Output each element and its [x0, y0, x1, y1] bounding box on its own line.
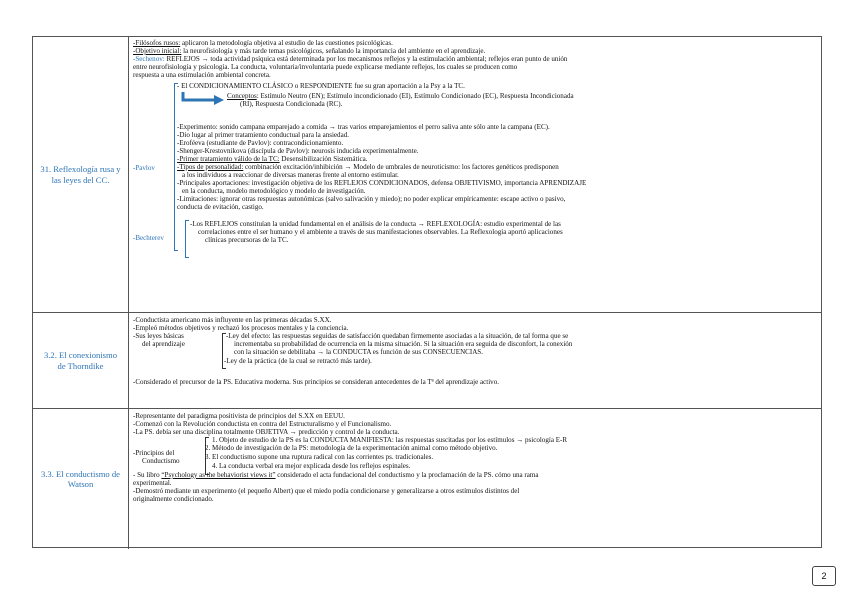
text-line: -Demostró mediante un experimento (el pequeño Albert) que el miedo podía condicionarse y generalizarse a otros estímulos distintos del: [133, 487, 520, 495]
text-line: 2. Método de investigación de la PS: metodología de la experimentación animal como método objetivo.: [205, 444, 498, 452]
text-line: -Conductista americano más influyente en las primeras décadas S.XX.: [133, 316, 332, 324]
text-line: originalmente condicionado.: [133, 495, 214, 503]
text-line: -Dio lugar al primer tratamiento conductual para la ansiedad.: [177, 131, 349, 139]
tipos-personalidad-line: -Tipos de personalidad: combinación excitación/inhibición → Modelo de umbrales de neuroticismo: los factores genéticos predisponen: [177, 163, 559, 171]
text-line: 3. El conductismo supone una ruptura radical con las corrientes ps. tradicionales.: [205, 453, 434, 461]
text-line: correlaciones entre el ser humano y el ambiente a través de sus manifestaciones observables. La Reflexología aportó aplicaciones: [198, 228, 563, 236]
text-line: con la situación se debilitaba → la CONDUCTA es función de sus CONSECUENCIAS.: [234, 348, 483, 356]
text-line: conducta de evitación, castigo.: [177, 203, 264, 211]
text-line: -Comenzó con la Revolución conductista en contra del Estructuralismo y el Funcionalismo.: [133, 420, 392, 428]
text-line: -Experimento: sonido campana emparejado a comida → tras varios emparejamientos el perro saliva ante sólo ante la campana (EC).: [177, 123, 550, 131]
row-title: 31. Reflexología rusa y las leyes del CC.: [33, 37, 129, 312]
text-line: -Principales aportaciones: investigación objetiva de los REFLEJOS CONDICIONADOS, defensa OBJETIVISMO, importancia APRENDIZAJE: [177, 179, 587, 187]
text-line: -La PS. debía ser una disciplina totalmente OBJETIVA → predicción y control de la conducta.: [133, 428, 400, 436]
notes-table: [32, 36, 822, 548]
text-line: (RI), Respuesta Condicionada (RC).: [240, 100, 343, 108]
conceptos-line: Conceptos: Estímulo Neutro (EN); Estímulo incondicionado (EI), Estímulo Condicionado (EC), Respuesta Incondicionada: [227, 92, 574, 100]
text-line: -Shenger-Krestovnikova (discípula de Pavlov): neurosis inducida experimentalmente.: [177, 147, 419, 155]
text-line: -Ley del efecto: las respuestas seguidas de satisfacción quedaban firmemente asociadas a la situación, de tal forma que se: [226, 332, 569, 340]
text-line: -Eroféeva (estudiante de Pavlov): contracondicionamiento.: [177, 139, 344, 147]
text-line: en la conducta, modelo metodológico y modelo de investigación.: [182, 187, 366, 195]
row-content: [130, 37, 821, 312]
text-line: -Representante del paradigma positivista de principios del S.XX en EEUU.: [133, 412, 345, 420]
page-number: 2: [812, 566, 836, 586]
principios-label: Conductismo: [142, 457, 180, 465]
objetivo-line: -Objetivo inicial: la neurofisiología y más tarde temas psicológicos, señalando la importancia del ambiente en el aprendizaje.: [133, 47, 486, 55]
arrow-icon: [180, 91, 226, 105]
text-line: 4. La conducta verbal era mejor explicada desde los reflejos espinales.: [212, 462, 411, 470]
primer-tratamiento-line: -Primer tratamiento válido de la TC: Desensibilización Sistemática.: [177, 155, 368, 163]
text-line: a los individuos a reaccionar de diversas maneras frente al entorno estimular.: [182, 171, 399, 179]
filosofos-line: -Filósofos rusos: aplicaron la metodología objetiva al estudio de las cuestiones psicológicas.: [133, 39, 393, 47]
text-line: -Los REFLEJOS constituían la unidad fundamental en el análisis de la conducta → REFLEXOLOGÍA: estudio experimental de las: [190, 220, 561, 228]
row-title: 3.3. El conductismo de Watson: [33, 409, 129, 549]
text-line: -Considerado el precursor de la PS. Educativa moderna. Sus principios se consideran antecedentes de la Tª del aprendizaje activo.: [133, 378, 499, 386]
text-line: incrementaba su probabilidad de ocurrencia en la misma situación. Si la situación era seguida de disconfort, la conexión: [234, 340, 573, 348]
table-row: [33, 37, 821, 313]
text-line: respuesta a una estimulación ambiental concreta.: [133, 71, 271, 79]
text-line: 1. Objeto de estudio de la PS es la CONDUCTA MANIFIESTA: las respuestas suscitadas por los estímulos → psicología E-R: [212, 436, 568, 444]
leyes-label: -Sus leyes básicas: [133, 332, 184, 340]
table-row: [33, 409, 821, 549]
text-line: entre neurofisiología y psicología. La conducta, voluntaria/involuntaria puede explicarse mediante reflejos, los cuales se producen como: [133, 63, 518, 71]
row-content: [130, 409, 821, 549]
leyes-label: del aprendizaje: [142, 340, 185, 348]
sechenov-line: -Sechenov: REFLEJOS → toda actividad psíquica está determinada por los mecanismos reflejos y la estimulación ambiental; reflejos eran punto de unión: [133, 55, 568, 63]
pavlov-label: -Pavlov: [133, 164, 155, 172]
text-line: -Empleó métodos objetivos y rechazó los procesos mentales y la conciencia.: [133, 324, 349, 332]
row-content: [130, 313, 821, 408]
libro-line: - Su libro “Psychology as the behaviorist views it” considerado el acta fundacional del conductismo y la proclamación de la PS. cómo una rama: [133, 471, 539, 479]
text-line: -Limitaciones: ignorar otras respuestas autonómicas (salvo salivación y miedo); no poder explicar empíricamente: escape activo o pasivo,: [177, 195, 566, 203]
bechterev-label: -Bechterev: [133, 234, 164, 242]
row-title: 3.2. El conexionismo de Thorndike: [33, 313, 129, 408]
text-line: experimental.: [133, 479, 172, 487]
table-row: [33, 313, 821, 409]
bechterev-brace: [185, 220, 189, 258]
text-line: -Ley de la práctica (de la cual se retractó más tarde).: [224, 357, 372, 365]
text-line: clínicas precursoras de la TC.: [205, 236, 289, 244]
cc-line: - El CONDICIONAMIENTO CLÁSICO o RESPONDIENTE fue su gran aportación a la Psy a la TC.: [177, 82, 465, 90]
principios-label: -Principios del: [133, 449, 175, 457]
